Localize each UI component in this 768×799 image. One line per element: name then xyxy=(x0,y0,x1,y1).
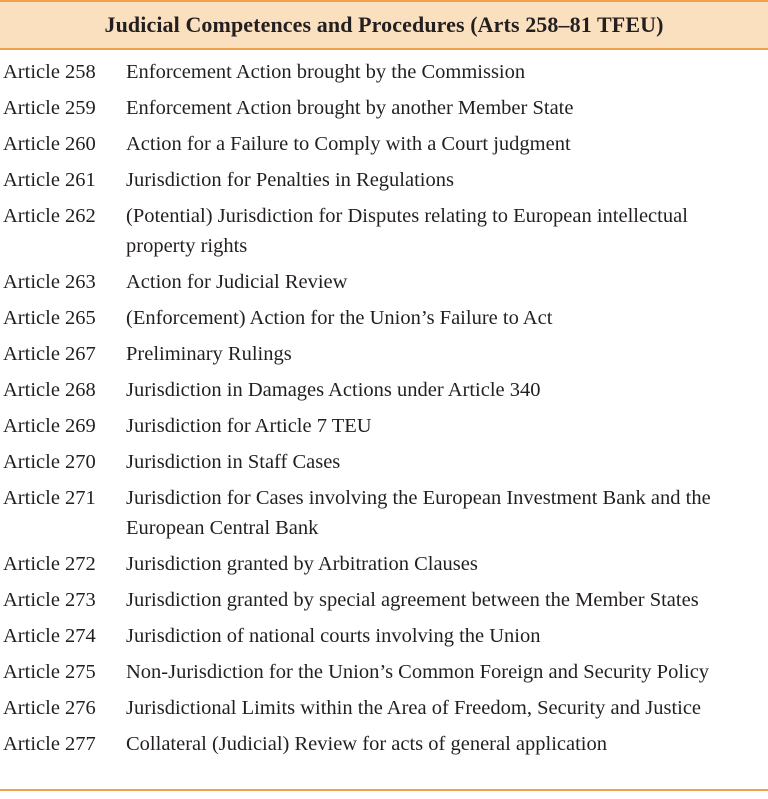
table-header xyxy=(0,0,768,50)
article-description: Jurisdiction granted by Arbitration Clauses xyxy=(126,553,478,575)
article-description: Jurisdiction granted by special agreement between the Member States xyxy=(126,589,699,611)
article-description: Jurisdiction of national courts involving the Union xyxy=(126,625,541,647)
article-description: Jurisdiction in Staff Cases xyxy=(126,451,341,473)
article-description: (Enforcement) Action for the Union’s Failure to Act xyxy=(126,307,553,329)
article-description: Action for Judicial Review xyxy=(126,271,348,293)
article-number: Article 268 xyxy=(3,379,96,401)
table-row xyxy=(0,480,768,546)
article-number: Article 277 xyxy=(3,733,96,755)
article-description: Action for a Failure to Comply with a Court judgment xyxy=(126,133,571,155)
article-description: Enforcement Action brought by another Member State xyxy=(126,97,574,119)
table-row xyxy=(0,90,768,126)
table-row xyxy=(0,198,768,264)
article-number: Article 263 xyxy=(3,271,96,293)
article-description: Preliminary Rulings xyxy=(126,343,292,365)
article-number: Article 270 xyxy=(3,451,96,473)
article-number: Article 269 xyxy=(3,415,96,437)
table-row xyxy=(0,126,768,162)
article-description: Jurisdiction for Article 7 TEU xyxy=(126,415,372,437)
article-number: Article 262 xyxy=(3,205,96,227)
table-row xyxy=(0,300,768,336)
table-body xyxy=(0,50,768,762)
article-description: (Potential) Jurisdiction for Disputes relating to European intellectual property rights xyxy=(126,205,688,257)
article-number: Article 258 xyxy=(3,61,96,83)
article-number: Article 259 xyxy=(3,97,96,119)
article-description: Jurisdiction for Penalties in Regulations xyxy=(126,169,454,191)
table-row xyxy=(0,372,768,408)
article-description: Non-Jurisdiction for the Union’s Common Foreign and Security Policy xyxy=(126,661,710,683)
article-number: Article 276 xyxy=(3,697,96,719)
table-title: Judicial Competences and Procedures (Arts 258–81 TFEU) xyxy=(104,12,664,37)
article-number: Article 261 xyxy=(3,169,96,191)
table-bottom-rule xyxy=(0,789,768,791)
table-row xyxy=(0,546,768,582)
table-row xyxy=(0,444,768,480)
article-number: Article 265 xyxy=(3,307,96,329)
article-number: Article 271 xyxy=(3,487,96,509)
table-row xyxy=(0,618,768,654)
table-row xyxy=(0,162,768,198)
article-number: Article 275 xyxy=(3,661,96,683)
article-number: Article 274 xyxy=(3,625,96,647)
table-row xyxy=(0,264,768,300)
article-description: Collateral (Judicial) Review for acts of general application xyxy=(126,733,607,755)
article-description: Jurisdiction for Cases involving the European Investment Bank and the European Central Bank xyxy=(126,487,711,539)
table-row xyxy=(0,408,768,444)
article-number: Article 273 xyxy=(3,589,96,611)
article-number: Article 267 xyxy=(3,343,96,365)
table-row xyxy=(0,336,768,372)
table-row xyxy=(0,690,768,726)
table-row xyxy=(0,54,768,90)
article-description: Enforcement Action brought by the Commission xyxy=(126,61,526,83)
article-description: Jurisdiction in Damages Actions under Article 340 xyxy=(126,379,541,401)
article-number: Article 260 xyxy=(3,133,96,155)
table-row xyxy=(0,654,768,690)
table-row xyxy=(0,726,768,762)
table-row xyxy=(0,582,768,618)
article-description: Jurisdictional Limits within the Area of Freedom, Security and Justice xyxy=(126,697,702,719)
article-number: Article 272 xyxy=(3,553,96,575)
